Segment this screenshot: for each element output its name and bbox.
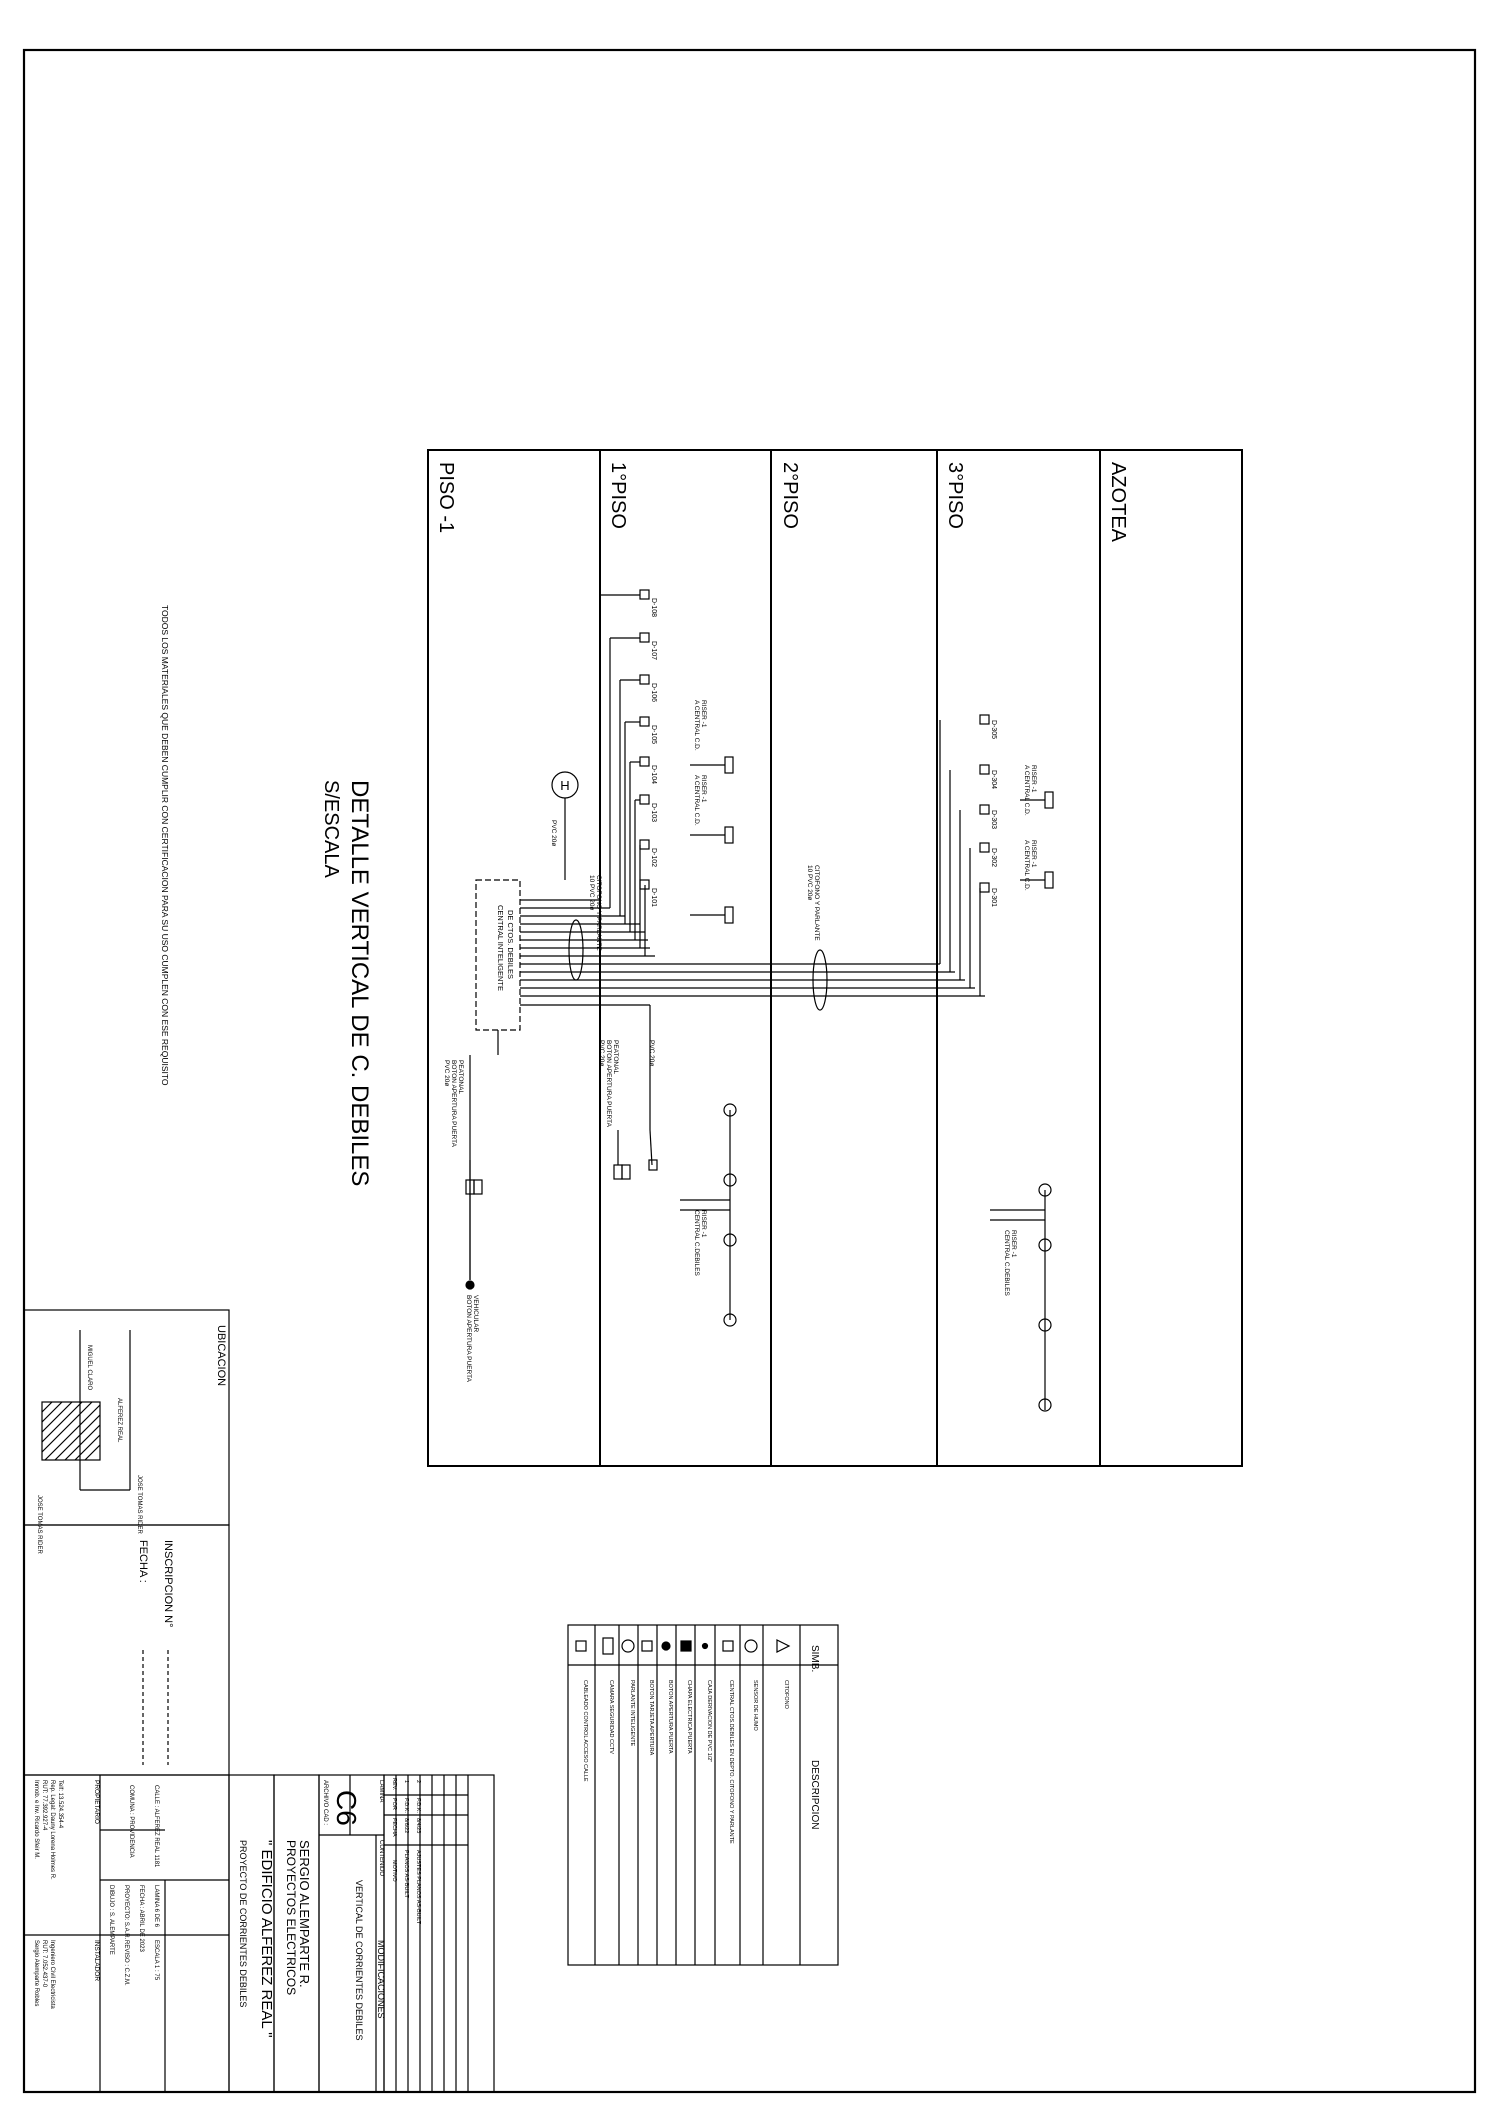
fecha: FECHA : ABRIL DE 2023 bbox=[138, 1885, 144, 1952]
mods-head-fecha: FECHA bbox=[391, 1818, 397, 1837]
street-jose-tomas-rider-2: JOSE TOMAS RIDER bbox=[36, 1495, 42, 1554]
mods-title: MODIFICACIONES bbox=[376, 1940, 386, 2019]
inst-line-3: Ingeniero Civil Electricista bbox=[49, 1940, 55, 2009]
sheet-code: C6 bbox=[331, 1790, 362, 1826]
calle: CALLE : ALFEREZ REAL 1181 bbox=[153, 1785, 159, 1868]
p2-pvc: 10 PVC 20ø bbox=[806, 865, 813, 901]
legend-table bbox=[568, 1625, 838, 1965]
p3-cd3: CENTRAL C.DEBILES bbox=[1003, 1230, 1010, 1296]
dept-d101: D-101 bbox=[650, 888, 657, 908]
inst-line-1: Sergio Alemparte Robles bbox=[33, 1940, 39, 2007]
p1-r1: PVC 20ø bbox=[598, 1040, 605, 1067]
pm1-pvc: PVC 20ø bbox=[443, 1060, 450, 1087]
p1-r2: PVC 20ø bbox=[648, 1040, 655, 1067]
modifications-block bbox=[376, 1775, 494, 2092]
p3-cd3b: RISER -1 bbox=[1010, 1230, 1017, 1258]
project-name: " EDIFICIO ALFEREZ REAL " bbox=[258, 1840, 275, 2038]
inst-line-2: RUT: 7.052.437-0 bbox=[41, 1940, 47, 1988]
piso3-lower-chain bbox=[990, 1184, 1051, 1411]
legend-row-2: SENSOR DE HUMO bbox=[752, 1680, 758, 1731]
p3-cd2: A CENTRAL C.D. bbox=[1023, 840, 1030, 891]
pm1-pvc-b: BOTON APERTURA PUERTA bbox=[450, 1060, 457, 1147]
owner-line-2: RUT: 77.392.927-4 bbox=[41, 1780, 47, 1831]
p1-cd1: A CENTRAL C.D. bbox=[693, 700, 700, 751]
central-label-1: CENTRAL INTELIGENTE bbox=[496, 905, 505, 991]
p1-pvc: 10 PVC 20ø bbox=[588, 875, 595, 911]
instalador-label: INSTALADOR bbox=[93, 1940, 100, 1982]
project-block bbox=[229, 1775, 275, 2092]
mod1-fecha: 8/6/22 bbox=[403, 1818, 409, 1834]
p1-cd2: A CENTRAL C.D. bbox=[693, 775, 700, 826]
dept-d303: D-303 bbox=[990, 810, 997, 830]
p1-cd1b: RISER -1 bbox=[700, 700, 707, 728]
dept-d301: D-301 bbox=[990, 888, 997, 908]
dept-d107: D-107 bbox=[650, 641, 657, 661]
p3-cd1: A CENTRAL C.D. bbox=[1023, 765, 1030, 816]
bundle-tie-1 bbox=[569, 920, 583, 980]
mod1-rev: 1 bbox=[403, 1780, 409, 1784]
dibujo: DIBUJO : S. ALEMPARTE bbox=[108, 1885, 114, 1955]
owner-line-3: Rep. Legal: Dauny Lorena Holmes R. bbox=[49, 1780, 55, 1880]
drawing-scale: S/ESCALA bbox=[320, 780, 342, 878]
mod1-por: F.D.K. bbox=[403, 1798, 409, 1813]
legend-row-10: CABLEADO CONTROL ACCESO CALLE bbox=[582, 1680, 588, 1782]
floor-label-2piso: 2°PISO bbox=[779, 462, 801, 529]
pm1-boton: BOTON APERTURA PUERTA bbox=[465, 1295, 472, 1382]
legend-row-6: BOTON APERTURA PUERTA bbox=[667, 1680, 673, 1754]
piso3-departments bbox=[980, 715, 997, 907]
piso1-lower-chain bbox=[614, 1104, 736, 1326]
materials-note: TODOS LOS MATERIALES QUE DEBEN CUMPLIR CON CERTIFICACION PARA SU USO CUMPLEN CON ESE REQUISITO bbox=[160, 605, 170, 1086]
dept-d103: D-103 bbox=[650, 803, 657, 823]
p3-cd2b: RISER -1 bbox=[1030, 840, 1037, 868]
mod2-fecha: 8/4/23 bbox=[415, 1818, 421, 1834]
revision: REVISO : C.Z.M. bbox=[123, 1940, 129, 1986]
inscription-block bbox=[24, 1525, 229, 1775]
street-jose-tomas-rider-1: JOSE TOMAS RIDER bbox=[136, 1475, 142, 1534]
p2-pvc-b: CITOFONO Y PARLANTE bbox=[813, 865, 820, 941]
pm1-boton-b: VEHICULAR bbox=[472, 1295, 479, 1333]
firm-sub: PROYECTOS ELECTRICOS bbox=[284, 1840, 298, 1996]
owner-line-4: Telf: 13.524.354-4 bbox=[57, 1780, 63, 1829]
pvc-h: PVC 20ø bbox=[550, 820, 557, 847]
contenido-label: CONTENIDO bbox=[378, 1840, 384, 1876]
floor-label-3piso: 3°PISO bbox=[944, 462, 966, 529]
location-title: UBICACION bbox=[215, 1325, 227, 1387]
legend-row-8: PARLANTE INTELIGENTE bbox=[629, 1680, 635, 1747]
dept-d108: D-108 bbox=[650, 598, 657, 618]
cable-bundle bbox=[470, 595, 985, 1280]
firm-block bbox=[274, 1775, 319, 2092]
pisom1-chain bbox=[466, 1160, 482, 1289]
floor-label-piso-1: PISO -1 bbox=[435, 462, 457, 534]
dept-d302: D-302 bbox=[990, 848, 997, 868]
drawing-title: DETALLE VERTICAL DE C. DEBILES bbox=[346, 780, 373, 1187]
legend-row-9: CAMARA SEGURIDAD CCTV bbox=[608, 1680, 614, 1754]
p1-cd2b: RISER -1 bbox=[700, 775, 707, 803]
dept-d305: D-305 bbox=[990, 720, 997, 740]
owner-block bbox=[24, 1775, 229, 2092]
inscription-label: INSCRIPCION N° bbox=[162, 1540, 174, 1628]
p1-r1c: PEATONAL bbox=[612, 1040, 619, 1075]
project-sub: PROYECTO DE CORRIENTES DEBILES bbox=[238, 1840, 248, 2008]
firm-name: SERGIO ALEMPARTE R. bbox=[297, 1840, 312, 1988]
legend-header-symbol: SIMB. bbox=[809, 1645, 820, 1673]
h-symbol-label: H bbox=[560, 778, 570, 793]
sheet-border bbox=[24, 50, 1475, 2092]
legend-row-4: CAJA DERIVACION DE PVC 1/2" bbox=[706, 1680, 712, 1763]
central-label-2: DE CTOS. DEBILES bbox=[506, 910, 515, 980]
mod2-motivo: AJUSTES PLANOS AS-BUILT bbox=[415, 1850, 421, 1925]
comuna: COMUNA : PROVIDENCIA bbox=[128, 1785, 134, 1858]
dept-d104: D-104 bbox=[650, 765, 657, 785]
street-miguel-claro: MIGUEL CLARO bbox=[86, 1345, 92, 1391]
owner-line-1: Inmob. e Inv. Ricardo Sfeir M. bbox=[33, 1780, 39, 1859]
legend-header-description: DESCRIPCION bbox=[809, 1760, 820, 1830]
mods-head-rev: REV. bbox=[391, 1778, 397, 1791]
mod2-rev: 2 bbox=[415, 1780, 421, 1784]
escala: ESCALA 1 : 75 bbox=[153, 1940, 159, 1981]
p3-cd1b: RISER -1 bbox=[1030, 765, 1037, 793]
mods-head-por: POR bbox=[391, 1798, 397, 1810]
floor-label-1piso: 1°PISO bbox=[607, 462, 629, 529]
location-block bbox=[24, 1310, 229, 1554]
p1-cd3b: RISER -1 bbox=[700, 1210, 707, 1238]
dept-d105: D-105 bbox=[650, 725, 657, 745]
legend-row-1: CITOFONO bbox=[783, 1680, 789, 1709]
p1-pvc-b: CITOFONO Y PARLANTE bbox=[595, 875, 602, 951]
proyecto: PROYECTO: S.A.R. bbox=[123, 1885, 129, 1940]
dept-d102: D-102 bbox=[650, 848, 657, 868]
sheet-code-block bbox=[319, 1775, 384, 2092]
p1-r1b: BOTON APERTURA PUERTA bbox=[605, 1040, 612, 1127]
street-alferez-real: ALFEREZ REAL bbox=[116, 1398, 122, 1443]
p1-cd3: CENTRAL C.DEBILES bbox=[693, 1210, 700, 1276]
mod2-por: F.D.K. bbox=[415, 1798, 421, 1813]
piso1-departments bbox=[600, 590, 657, 907]
archivo-label: ARCHIVO CAD : bbox=[322, 1780, 328, 1826]
vertical-diagram bbox=[428, 450, 1242, 1466]
dept-d106: D-106 bbox=[650, 683, 657, 703]
dept-d304: D-304 bbox=[990, 770, 997, 790]
legend-row-5: CHAPA ELECTRICA PUERTA bbox=[686, 1680, 692, 1754]
mod1-motivo: PLANOS AS-BUILT bbox=[403, 1850, 409, 1898]
mods-head-motivo: MOTIVO bbox=[391, 1860, 397, 1882]
pm1-pvc-c: PEATONAL bbox=[457, 1060, 464, 1095]
floor-label-azotea: AZOTEA bbox=[1107, 462, 1129, 543]
legend-row-3: CENTRAL CTOS.DEBILES EN DEPTO. CITOFONO Y PARLANTE bbox=[728, 1680, 734, 1844]
inscription-fecha: FECHA : bbox=[137, 1540, 149, 1583]
legend-row-7: BOTON TARJETA APERTURA bbox=[648, 1680, 654, 1756]
lamina-label: LAMINA bbox=[378, 1780, 384, 1803]
sheet-title: VERTICAL DE CORRIENTES DEBILES bbox=[354, 1880, 364, 2041]
propietario-label: PROPIETARIO bbox=[93, 1780, 100, 1824]
lamina-num: LAMINA 6 DE 6 bbox=[153, 1885, 159, 1928]
diagram-frame bbox=[428, 450, 1242, 1466]
